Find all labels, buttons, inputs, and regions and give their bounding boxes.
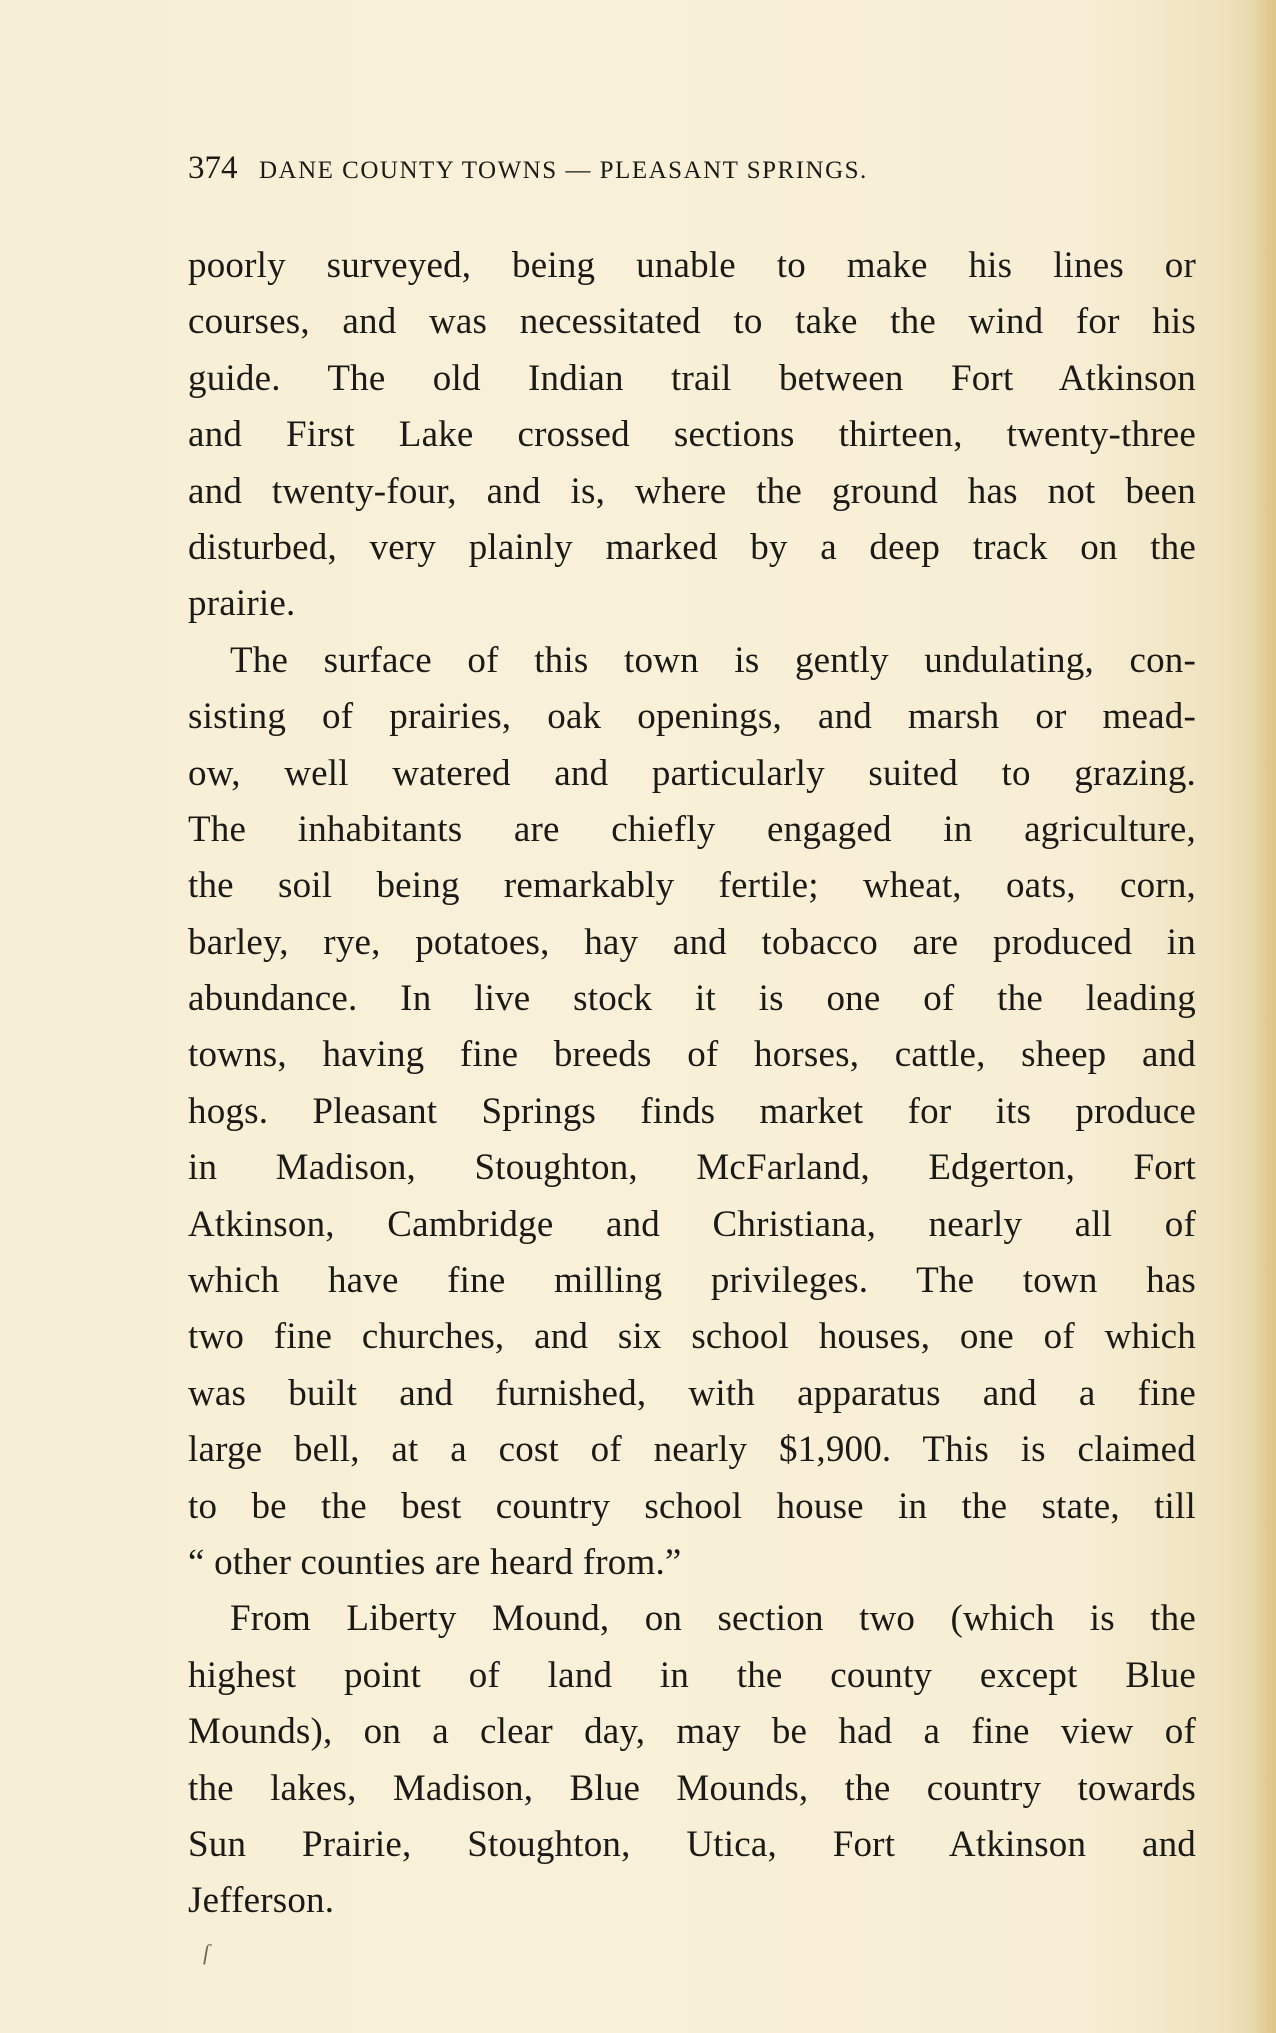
text-line: ow, well watered and particularly suited to grazing. bbox=[188, 752, 1196, 794]
text-line: The surface of this town is gently undulating, con- bbox=[230, 639, 1196, 681]
text-line: Jefferson. bbox=[188, 1880, 335, 1922]
text-line: abundance. In live stock it is one of the leading bbox=[188, 978, 1196, 1020]
page-edge-shadow bbox=[1254, 0, 1276, 2033]
text-line: The inhabitants are chiefly engaged in agriculture, bbox=[188, 808, 1196, 850]
text-line: “ other counties are heard from.” bbox=[188, 1541, 682, 1583]
text-line: Sun Prairie, Stoughton, Utica, Fort Atkinson and bbox=[188, 1823, 1196, 1865]
text-line: large bell, at a cost of nearly $1,900. This is claimed bbox=[188, 1429, 1196, 1471]
text-line: and First Lake crossed sections thirteen, twenty-three bbox=[188, 414, 1196, 456]
stray-ink-mark: ſ bbox=[203, 1940, 210, 1965]
running-head: DANE COUNTY TOWNS — PLEASANT SPRINGS. bbox=[259, 157, 868, 184]
page-header bbox=[188, 150, 1088, 190]
text-line: two fine churches, and six school houses, one of which bbox=[188, 1316, 1196, 1358]
text-line: which have fine milling privileges. The town has bbox=[188, 1260, 1196, 1302]
text-line: From Liberty Mound, on section two (which is the bbox=[230, 1598, 1196, 1640]
text-line: prairie. bbox=[188, 583, 296, 625]
text-line: sisting of prairies, oak openings, and marsh or mead- bbox=[188, 696, 1196, 738]
text-line: hogs. Pleasant Springs finds market for its produce bbox=[188, 1090, 1196, 1132]
text-line: Atkinson, Cambridge and Christiana, nearly all of bbox=[188, 1203, 1196, 1245]
text-line: and twenty-four, and is, where the ground has not been bbox=[188, 470, 1196, 512]
body-text bbox=[188, 238, 1196, 1930]
text-line: guide. The old Indian trail between Fort Atkinson bbox=[188, 357, 1196, 399]
text-line: courses, and was necessitated to take the wind for his bbox=[188, 301, 1196, 343]
text-line: the soil being remarkably fertile; wheat, oats, corn, bbox=[188, 865, 1196, 907]
text-line: to be the best country school house in the state, till bbox=[188, 1485, 1196, 1527]
text-line: disturbed, very plainly marked by a deep track on the bbox=[188, 526, 1196, 568]
text-line: in Madison, Stoughton, McFarland, Edgerton, Fort bbox=[188, 1147, 1196, 1189]
text-line: was built and furnished, with apparatus and a fine bbox=[188, 1372, 1196, 1414]
text-line: Mounds), on a clear day, may be had a fine view of bbox=[188, 1711, 1196, 1753]
text-line: poorly surveyed, being unable to make his lines or bbox=[188, 245, 1196, 286]
text-line: highest point of land in the county except Blue bbox=[188, 1654, 1196, 1696]
text-line: barley, rye, potatoes, hay and tobacco are produced in bbox=[188, 921, 1196, 963]
text-line: the lakes, Madison, Blue Mounds, the country towards bbox=[188, 1767, 1196, 1809]
page-number: 374 bbox=[188, 150, 238, 186]
text-line: towns, having fine breeds of horses, cattle, sheep and bbox=[188, 1034, 1196, 1076]
